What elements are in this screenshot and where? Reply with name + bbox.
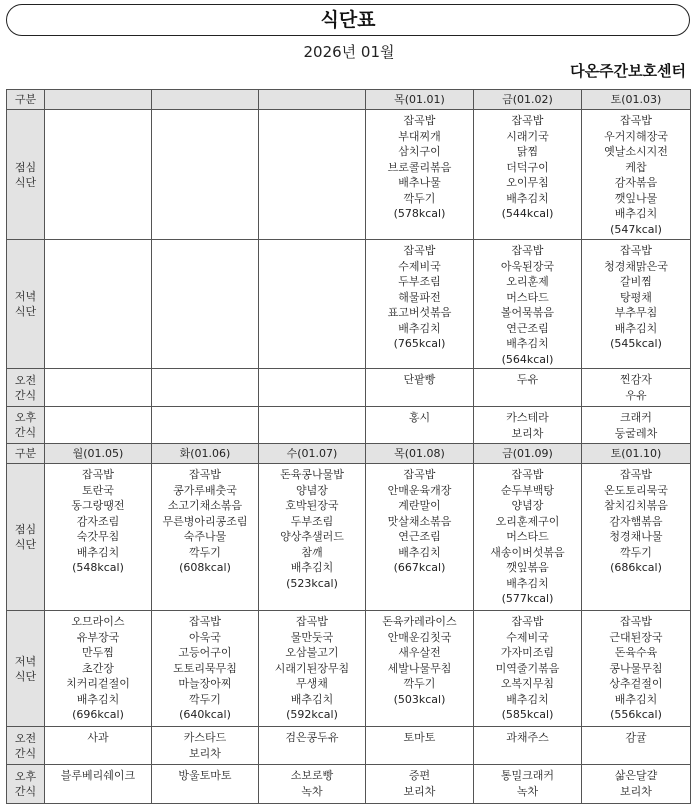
menu-cell <box>582 727 691 765</box>
menu-item: 머스타드 <box>506 290 549 304</box>
menu-item: 동그랑땡전 <box>71 499 125 512</box>
menu-item: 오므라이스 <box>71 615 125 628</box>
pm_snack-label <box>7 765 45 804</box>
menu-item: 두부조림 <box>398 275 441 288</box>
menu-item: 배추김치 <box>398 321 441 335</box>
pm_snack-row <box>7 407 691 444</box>
lunch-label <box>7 464 45 611</box>
day-date: 목(01.08) <box>366 444 474 464</box>
menu-item: 배추김치 <box>614 692 658 706</box>
menu-item: 잡곡밥 <box>511 244 544 257</box>
menu-cell <box>474 407 582 444</box>
menu-item: 카스테라 <box>506 411 549 424</box>
day-date: 수(01.07) <box>259 444 366 464</box>
menu-item: (592kcal) <box>286 708 338 721</box>
menu-item: 도토리묵무침 <box>173 661 237 675</box>
menu-cell <box>45 765 152 804</box>
menu-cell <box>582 240 691 369</box>
menu-item: 배추김치 <box>506 337 549 350</box>
menu-item: (548kcal) <box>72 561 124 574</box>
menu-item: 청경채맑은국 <box>604 259 668 273</box>
menu-item: 무른병아리콩조림 <box>162 514 248 528</box>
menu-item: 토란국 <box>82 483 114 497</box>
menu-item: 시래기국 <box>506 129 549 143</box>
menu-cell <box>366 464 474 611</box>
menu-item: 새우살전 <box>398 646 441 659</box>
menu-cell <box>259 369 366 407</box>
menu-item: 치커리겉절이 <box>66 677 130 690</box>
menu-cell <box>152 611 259 727</box>
menu-item: 갈비찜 <box>620 275 652 288</box>
menu-cell <box>45 240 152 369</box>
menu-item: 보리차 <box>403 784 436 798</box>
menu-item: 오복지무침 <box>500 677 555 690</box>
menu-cell <box>45 727 152 765</box>
menu-item: 해물파전 <box>398 290 441 304</box>
menu-cell <box>582 110 691 240</box>
menu-item: 만두찜 <box>82 646 114 659</box>
menu-item: 깍두기 <box>403 677 436 690</box>
pm_snack-row <box>7 765 691 804</box>
menu-item: 브로콜리볶음 <box>387 160 452 174</box>
menu-item: (577kcal) <box>501 592 554 605</box>
menu-item: 보리차 <box>189 746 221 760</box>
menu-cell <box>366 240 474 369</box>
menu-item: 수제비국 <box>398 259 441 273</box>
menu-item: 잡곡밥 <box>620 468 652 481</box>
menu-item: (686kcal) <box>610 561 662 574</box>
menu-item: (608kcal) <box>179 561 231 574</box>
menu-item: (564kcal) <box>501 352 554 366</box>
pm_snack-label-line: 간식 <box>14 426 37 439</box>
lunch-label-line: 점심 <box>14 160 37 174</box>
menu-item: 삼치구이 <box>398 145 441 158</box>
menu-cell <box>474 727 582 765</box>
menu-item: 잡곡밥 <box>620 114 652 127</box>
header-label: 구분 <box>7 444 45 464</box>
dinner-row <box>7 240 691 369</box>
menu-item: 잡곡밥 <box>511 114 544 127</box>
menu-item: (696kcal) <box>72 708 124 721</box>
menu-item: 찐감자 <box>620 373 652 386</box>
menu-item: 참깨 <box>301 545 323 559</box>
menu-cell <box>366 765 474 804</box>
day-date <box>45 90 152 110</box>
menu-cell <box>152 727 259 765</box>
menu-item: 맛살채소볶음 <box>387 514 452 528</box>
menu-item: (503kcal) <box>393 692 446 706</box>
menu-item: (523kcal) <box>286 576 338 590</box>
menu-item: 숙갓무침 <box>76 530 120 543</box>
menu-item: 배추김치 <box>614 207 658 220</box>
menu-cell <box>582 611 691 727</box>
am_snack-label-line: 오전 <box>14 373 37 387</box>
menu-item: 부추무침 <box>614 306 658 319</box>
menu-item: 배추김치 <box>290 692 334 706</box>
menu-item: 배추나물 <box>398 176 441 189</box>
menu-cell <box>152 765 259 804</box>
menu-item: 배추김치 <box>506 576 549 590</box>
menu-item: 계란말이 <box>398 499 441 512</box>
pm_snack-label-line: 오후 <box>14 411 37 424</box>
menu-cell <box>582 765 691 804</box>
pm_snack-label-line: 오후 <box>14 770 37 783</box>
menu-item: 깍두기 <box>620 545 652 559</box>
menu-item: 우거지해장국 <box>604 129 668 143</box>
lunch-row <box>7 110 691 240</box>
menu-item: 아욱국 <box>189 630 221 644</box>
menu-item: 삶은달걀 <box>614 769 658 782</box>
menu-cell <box>366 727 474 765</box>
menu-item: 카스타드 <box>183 731 227 744</box>
dinner-label-line: 저녁 <box>14 654 37 668</box>
menu-cell <box>152 464 259 611</box>
menu-cell <box>45 110 152 240</box>
menu-item: 감자햄볶음 <box>609 514 663 528</box>
menu-cell <box>259 464 366 611</box>
menu-item: 탕평채 <box>620 290 652 304</box>
menu-item: 상추겉절이 <box>609 677 663 690</box>
menu-item: 깻잎나물 <box>614 191 658 205</box>
menu-item: 초간장 <box>82 661 114 675</box>
day-date: 토(01.03) <box>582 90 691 110</box>
lunch-row <box>7 464 691 611</box>
menu-item: 녹차 <box>516 784 539 798</box>
menu-item: 근대된장국 <box>609 630 663 644</box>
day-date <box>152 90 259 110</box>
menu-cell <box>45 369 152 407</box>
day-date: 금(01.09) <box>474 444 582 464</box>
menu-item: 연근조림 <box>506 321 549 335</box>
am_snack-label-line: 간식 <box>14 746 37 760</box>
menu-item: 참치김치볶음 <box>604 499 668 512</box>
menu-item: 배추김치 <box>76 545 120 559</box>
lunch-label-line: 점심 <box>14 523 37 536</box>
menu-item: 배추김치 <box>398 545 441 559</box>
menu-item: 콩나물무침 <box>609 661 663 675</box>
menu-item: 콩가루배춧국 <box>173 483 237 497</box>
menu-item: 세발나물무침 <box>387 661 452 675</box>
menu-cell <box>45 407 152 444</box>
menu-item: 사과 <box>87 731 109 744</box>
month-label: 2026년 01월 <box>303 43 395 61</box>
menu-item: (667kcal) <box>393 561 446 574</box>
day-date: 금(01.02) <box>474 90 582 110</box>
menu-item: 소고기채소볶음 <box>167 499 243 512</box>
menu-item: 녹차 <box>301 784 323 798</box>
menu-item: 표고버섯볶음 <box>387 306 452 319</box>
menu-item: 볼어묵볶음 <box>500 306 555 319</box>
menu-item: 통밀크래커 <box>500 769 555 782</box>
menu-cell <box>474 765 582 804</box>
day-date: 목(01.01) <box>366 90 474 110</box>
meal-plan-table <box>6 89 691 804</box>
menu-item: 온도토리묵국 <box>604 483 668 497</box>
am_snack-row <box>7 727 691 765</box>
menu-item: (544kcal) <box>501 207 554 220</box>
menu-item: 고등어구이 <box>178 646 232 659</box>
menu-item: (765kcal) <box>393 337 446 350</box>
menu-item: 두부조림 <box>290 514 334 528</box>
am_snack-label-line: 오전 <box>14 731 37 745</box>
menu-cell <box>474 464 582 611</box>
am_snack-row <box>7 369 691 407</box>
menu-item: 감자볶음 <box>614 176 658 189</box>
menu-item: 양념장 <box>511 499 544 512</box>
menu-item: 깍두기 <box>189 545 221 559</box>
date-header-row <box>7 90 691 110</box>
menu-item: 돈육수육 <box>614 646 658 659</box>
dinner-label <box>7 611 45 727</box>
menu-cell <box>45 464 152 611</box>
am_snack-label <box>7 727 45 765</box>
menu-item: (545kcal) <box>610 337 662 350</box>
menu-item: 미역줄기볶음 <box>495 661 560 675</box>
menu-item: 수제비국 <box>506 630 549 644</box>
menu-item: 양상추샐러드 <box>280 530 344 543</box>
menu-item: (640kcal) <box>179 708 231 721</box>
menu-cell <box>152 407 259 444</box>
menu-item: 배추김치 <box>76 692 120 706</box>
menu-item: (585kcal) <box>501 708 554 721</box>
menu-item: 안매운김칫국 <box>387 630 452 644</box>
menu-item: (556kcal) <box>610 708 662 721</box>
day-date: 월(01.05) <box>45 444 152 464</box>
menu-item: 블루베리쉐이크 <box>60 769 136 782</box>
menu-item: 잡곡밥 <box>189 468 221 481</box>
date-header-row <box>7 444 691 464</box>
menu-item: 케찹 <box>625 160 647 174</box>
menu-item: 유부장국 <box>76 630 120 644</box>
menu-item: 마늘장아찌 <box>178 677 232 690</box>
menu-item: 보리차 <box>620 784 652 798</box>
menu-item: 순두부백탕 <box>500 483 555 497</box>
dinner-label-line: 저녁 <box>14 290 37 303</box>
menu-cell <box>366 369 474 407</box>
menu-item: 숙주나물 <box>183 530 227 543</box>
menu-item: 무생채 <box>296 677 328 690</box>
menu-item: 깍두기 <box>403 191 436 205</box>
menu-item: 배추김치 <box>290 561 334 574</box>
menu-item: 크래커 <box>620 411 652 424</box>
menu-item: (547kcal) <box>610 222 662 236</box>
menu-item: 잡곡밥 <box>82 468 114 481</box>
menu-item: 둥굴레차 <box>614 426 658 440</box>
menu-cell <box>152 240 259 369</box>
menu-cell <box>152 369 259 407</box>
menu-item: 배추김치 <box>506 191 549 205</box>
menu-item: 시래기된장무침 <box>274 661 350 675</box>
menu-cell <box>474 611 582 727</box>
menu-item: 돈육콩나물밥 <box>280 468 344 481</box>
am_snack-label <box>7 369 45 407</box>
menu-item: 오리훈제구이 <box>495 514 560 528</box>
day-date <box>259 90 366 110</box>
menu-item: 돈육카레라이스 <box>382 615 457 628</box>
menu-item: 잡곡밥 <box>620 615 652 628</box>
menu-item: 더덕구이 <box>506 160 549 174</box>
menu-item: 연근조림 <box>398 530 441 543</box>
dinner-label-line: 식단 <box>14 669 37 683</box>
menu-item: 청경채나물 <box>609 530 663 543</box>
menu-item: 감자조림 <box>76 514 120 528</box>
menu-item: 증편 <box>408 769 431 782</box>
menu-item: 머스타드 <box>506 530 549 543</box>
menu-item: 깍두기 <box>189 692 221 706</box>
menu-cell <box>259 765 366 804</box>
menu-item: 오삼불고기 <box>285 646 339 659</box>
day-date: 토(01.10) <box>582 444 691 464</box>
day-date: 화(01.06) <box>152 444 259 464</box>
pm_snack-label-line: 간식 <box>14 785 37 798</box>
menu-item: 검은콩두유 <box>285 731 339 744</box>
am_snack-label-line: 간식 <box>14 388 37 402</box>
menu-cell <box>259 407 366 444</box>
menu-cell <box>474 369 582 407</box>
menu-cell <box>366 611 474 727</box>
menu-cell <box>259 611 366 727</box>
menu-item: 잡곡밥 <box>511 615 544 628</box>
header-label: 구분 <box>7 90 45 110</box>
menu-item: 배추김치 <box>506 692 549 706</box>
pm_snack-label <box>7 407 45 444</box>
menu-cell <box>366 407 474 444</box>
menu-cell <box>152 110 259 240</box>
menu-item: 배추김치 <box>614 321 658 335</box>
menu-item: 잡곡밥 <box>403 114 436 127</box>
menu-item: (578kcal) <box>393 207 446 220</box>
page-title: 식단표 <box>6 4 690 36</box>
menu-item: 잡곡밥 <box>189 615 221 628</box>
menu-item: 단팥빵 <box>403 373 436 386</box>
menu-item: 잡곡밥 <box>296 615 328 628</box>
menu-cell <box>259 110 366 240</box>
menu-item: 안매운육개장 <box>387 483 452 497</box>
menu-item: 가자미조림 <box>500 646 555 659</box>
menu-item: 깻잎볶음 <box>506 561 549 574</box>
menu-item: 잡곡밥 <box>620 244 652 257</box>
lunch-label-line: 식단 <box>14 175 37 189</box>
menu-item: 아욱된장국 <box>500 259 555 273</box>
lunch-label-line: 식단 <box>14 538 37 551</box>
menu-cell <box>582 407 691 444</box>
menu-item: 소보로빵 <box>290 769 334 782</box>
lunch-label <box>7 110 45 240</box>
dinner-label-line: 식단 <box>14 305 37 318</box>
menu-cell <box>366 110 474 240</box>
menu-cell <box>474 110 582 240</box>
menu-item: 보리차 <box>511 426 544 440</box>
menu-item: 호박된장국 <box>285 499 339 512</box>
menu-item: 과채주스 <box>506 731 549 744</box>
menu-item: 오이무침 <box>506 176 549 189</box>
menu-item: 두유 <box>516 373 539 386</box>
menu-item: 옛날소시지전 <box>604 145 668 158</box>
menu-item: 닭찜 <box>516 145 539 158</box>
dinner-label <box>7 240 45 369</box>
dinner-row <box>7 611 691 727</box>
menu-item: 잡곡밥 <box>403 468 436 481</box>
menu-item: 홍시 <box>408 411 431 424</box>
menu-cell <box>474 240 582 369</box>
menu-item: 토마토 <box>403 731 436 744</box>
menu-item: 새송이버섯볶음 <box>490 545 565 559</box>
menu-cell <box>582 369 691 407</box>
menu-cell <box>259 240 366 369</box>
menu-item: 우유 <box>625 388 647 402</box>
menu-cell <box>45 611 152 727</box>
menu-item: 부대찌개 <box>398 129 441 143</box>
menu-cell <box>582 464 691 611</box>
menu-item: 감귤 <box>625 731 647 744</box>
menu-item: 방울토마토 <box>178 769 232 782</box>
center-name: 다온주간보호센터 <box>570 62 686 80</box>
menu-item: 잡곡밥 <box>511 468 544 481</box>
menu-item: 양념장 <box>296 483 328 497</box>
menu-item: 잡곡밥 <box>403 244 436 257</box>
menu-item: 오리훈제 <box>506 275 549 288</box>
menu-item: 물만둣국 <box>290 630 334 644</box>
menu-cell <box>259 727 366 765</box>
